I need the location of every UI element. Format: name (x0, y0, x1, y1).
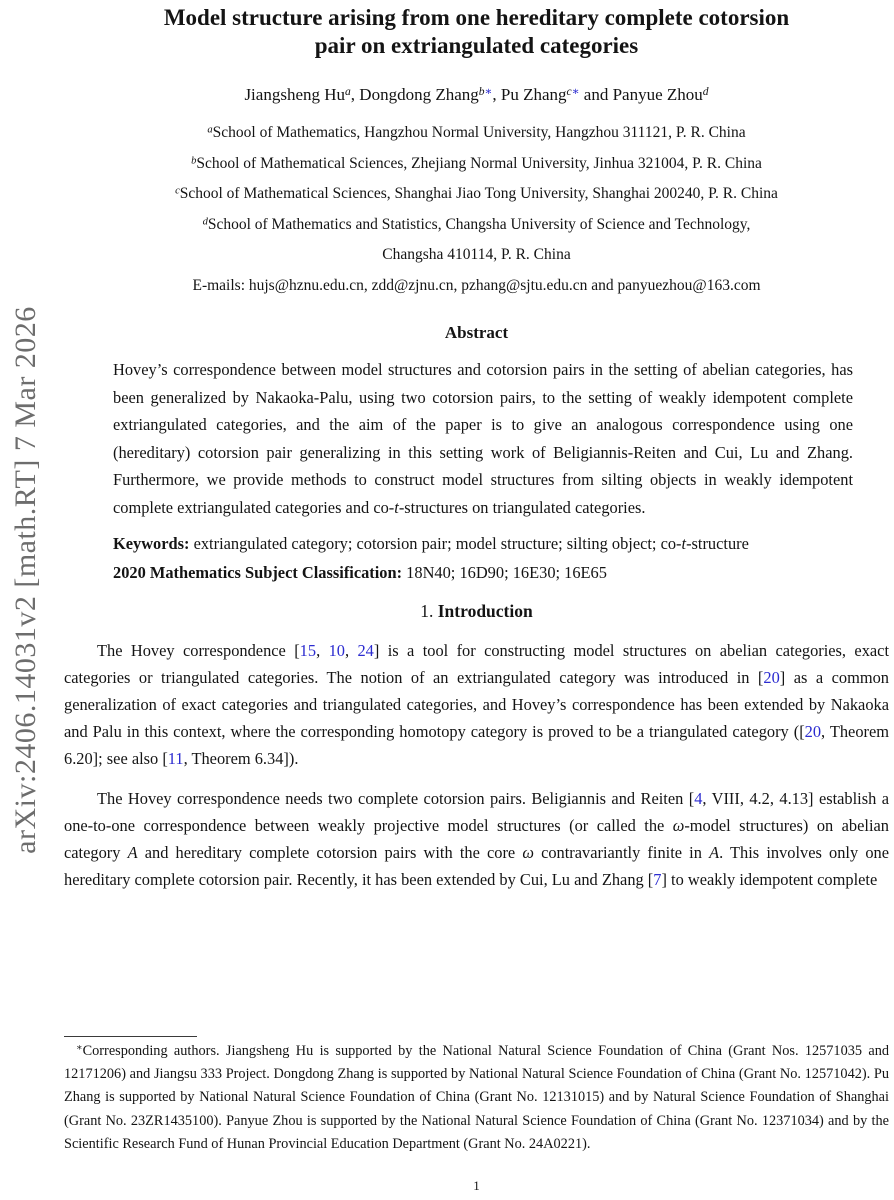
text-run: c (566, 84, 572, 98)
corresponding-author-mark[interactable]: ∗ (571, 84, 580, 98)
abstract-text: Hovey’s correspondence between model structures and cotorsion pairs in the setting of abelian categories, has been generalized by Nakaoka-Palu, using two cotorsion pairs, to the setting of weakly idempotent complete extriangulated categories, and the aim of the paper is to give an analogous correspondence using one (hereditary) cotorsion pair generalizing in this setting work of Beligiannis-Reiten and Cui, Lu and Zhang. Furthermore, we provide methods to construct model structures from silting objects in weakly idempotent complete extriangulated categories and co-t-structures on triangulated categories. (113, 360, 853, 517)
text-run: c (175, 185, 180, 197)
paper-content (64, 0, 889, 893)
text-run: b (478, 84, 485, 98)
text-run: A (709, 843, 720, 862)
text-run: d (202, 215, 208, 227)
paper-title-line1: Model structure arising from one hereditary complete cotorsion (163, 5, 790, 30)
citation-link[interactable]: 15 (299, 641, 317, 660)
text-run: 2020 Mathematics Subject Classification: (113, 563, 403, 582)
text-run: b (191, 154, 197, 166)
citation-link[interactable]: 20 (804, 722, 822, 741)
text-run: Introduction (437, 601, 533, 621)
affiliation-a: $^a$School of Mathematics, Hangzhou Normal University, Hangzhou 311121, P. R. China (207, 124, 746, 141)
paper-title-line2: pair on extriangulated categories (314, 33, 639, 58)
footnote-area (64, 1036, 889, 1156)
text-run: t (681, 534, 687, 553)
citation-link[interactable]: 4 (694, 789, 703, 808)
corresponding-author-mark[interactable]: ∗ (484, 84, 493, 98)
paper-title (64, 0, 889, 60)
citation-link[interactable]: 20 (763, 668, 780, 687)
footnote-rule (64, 1036, 197, 1037)
citation-link[interactable]: 24 (357, 641, 374, 660)
text-run: a (207, 124, 213, 136)
text-run: ω (522, 843, 534, 862)
text-run: ω (672, 816, 685, 835)
footnote-text: ∗Corresponding authors. Jiangsheng Hu is supported by the National Natural Science Foundation of China (Grant Nos. 12571035 and 12171206) and Jiangsu 333 Project. Dongdong Zhang is supported by National Natural Science Foundation of China (Grant No. 12571042). Pu Zhang is supported by National Natural Science Foundation of China (Grant No. 12131015) and by Natural Science Foundation of Shanghai (Grant No. 23ZR1435100). Panyue Zhou is supported by the National Natural Science Foundation of China (Grant No. 12371034) and by the Scientific Research Fund of Hunan Provincial Education Department (Grant No. 24A0221). (64, 1042, 889, 1152)
page-number: 1 (473, 1178, 480, 1193)
citation-link[interactable]: 11 (167, 749, 184, 768)
affiliation-d: $^d$School of Mathematics and Statistics, Changsha University of Science and Technology, (202, 215, 751, 233)
abstract-heading: Abstract (444, 323, 509, 342)
footnote-marker: ∗ (76, 1042, 83, 1054)
text-run: A (127, 843, 138, 862)
affiliation-d-continued: Changsha 410114, P. R. China (382, 246, 571, 263)
citation-link[interactable]: 7 (653, 870, 662, 889)
keywords-line: Keywords: extriangulated category; cotorsion pair; model structure; silting object; co-t-structure (113, 534, 749, 553)
section-1-heading: 1. Introduction (420, 601, 533, 621)
intro-paragraph-2: The Hovey correspondence needs two complete cotorsion pairs. Beligiannis and Reiten [4, VIII, 4.2, 4.13] establish a one-to-one correspondence between weakly projective model structures (or called the ω-model structures) on abelian category A and hereditary complete cotorsion pairs with the core ω contravariantly finite in A. This involves only one hereditary complete cotorsion pair. Recently, it has been extended by Cui, Lu and Zhang [7] to weakly idempotent complete (64, 789, 889, 889)
email-line: E-mails: hujs@hznu.edu.cn, zdd@zjnu.cn, pzhang@sjtu.edu.cn and panyuezhou@163.com (192, 276, 761, 294)
text-run: Keywords: (113, 534, 190, 553)
citation-link[interactable]: 10 (328, 641, 345, 660)
text-run: a (345, 84, 351, 98)
affiliation-b: $^b$School of Mathematical Sciences, Zhejiang Normal University, Jinhua 321004, P. R. China (191, 154, 762, 172)
author-line: Jiangsheng Hu$^a$, Dongdong Zhang$^{b∗}$, Pu Zhang$^{c∗}$ and Panyue Zhou$^d$ (244, 84, 709, 104)
text-run: t (394, 497, 399, 517)
text-run: d (702, 84, 709, 98)
affiliations (64, 118, 889, 301)
arxiv-watermark: arXiv:2406.14031v2 [math.RT] 7 Mar 2026 (9, 306, 42, 854)
intro-paragraph-1: The Hovey correspondence [15, 10, 24] is a tool for constructing model structures on abelian categories, exact categories or triangulated categories. The notion of an extriangulated category was introduced in [20] as a common generalization of exact categories and triangulated categories, and Hovey’s correspondence has been extended by Nakaoka and Palu in this context, where the corresponding homotopy category is proved to be a triangulated category ([20, Theorem 6.20]; see also [11, Theorem 6.34]). (64, 641, 889, 768)
msc-line: 2020 Mathematics Subject Classification: 18N40; 16D90; 16E30; 16E65 (113, 563, 607, 582)
affiliation-c: $^c$School of Mathematical Sciences, Shanghai Jiao Tong University, Shanghai 200240, P. R. China (175, 185, 778, 202)
